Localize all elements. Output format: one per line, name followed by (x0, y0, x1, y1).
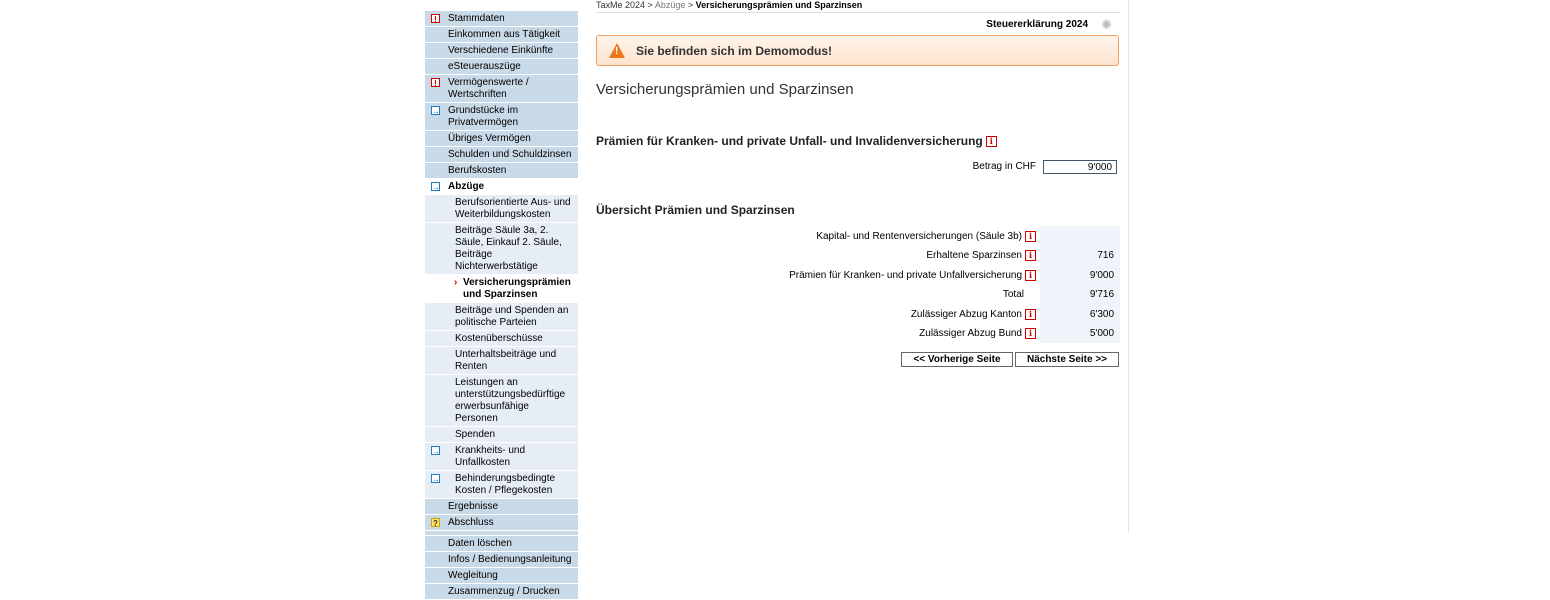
overview-row (596, 328, 1120, 342)
sidebar-item-einkommen[interactable]: Einkommen aus Tätigkeit (425, 27, 578, 43)
warning-icon: ! (609, 43, 625, 58)
sidebar-item-drucken[interactable]: Zusammenzug / Drucken (425, 584, 578, 600)
row-label: Erhaltene Sparzinsen (926, 250, 1022, 262)
sidebar-item-infos[interactable]: Infos / Bedienungsanleitung (425, 552, 578, 568)
row-label: Prämien für Kranken- und private Unfallversicherung (789, 269, 1022, 281)
sidebar-subitem-kostenueberschuesse[interactable]: Kostenüberschüsse (425, 331, 578, 347)
sidebar-item-einkuenfte[interactable]: Verschiedene Einkünfte (425, 43, 578, 59)
info-icon[interactable]: i (1025, 270, 1036, 281)
info-icon[interactable]: i (1025, 231, 1036, 242)
breadcrumb-current: Versicherungsprämien und Sparzinsen (695, 0, 863, 10)
row-value: 6'300 (1089, 308, 1114, 320)
sidebar-subitem-weiterbildung[interactable]: Berufsorientierte Aus- und Weiterbildungskosten (425, 195, 578, 223)
arrow-right-icon: → (432, 475, 440, 484)
declaration-title: Steuererklärung 2024 (986, 19, 1088, 30)
sidebar-nav (425, 11, 578, 600)
overview-row (596, 289, 1120, 303)
arrow-right-icon: → (432, 107, 440, 116)
row-label: Zulässiger Abzug Bund (919, 328, 1022, 340)
loading-spinner-icon: ✺ (1101, 17, 1112, 32)
info-icon[interactable]: i (1025, 309, 1036, 320)
sidebar-subitem-behinderung[interactable]: → Behinderungsbedingte Kosten / Pflegekosten (425, 471, 578, 499)
demo-mode-banner (596, 35, 1119, 66)
row-value: 5'000 (1089, 328, 1114, 339)
sidebar-item-grundstuecke[interactable]: → Grundstücke im Privatvermögen (425, 103, 578, 131)
breadcrumb: TaxMe 2024 > Abzüge > Versicherungsprämien und Sparzinsen (596, 0, 1120, 13)
page-title: Versicherungsprämien und Sparzinsen (596, 81, 854, 98)
overview-row (596, 250, 1120, 264)
chevron-right-icon: › (454, 277, 458, 288)
info-icon[interactable]: i (986, 136, 997, 147)
sidebar-subitem-leistungen[interactable]: Leistungen an unterstützungsbedürftige erwerbsunfähige Personen (425, 375, 578, 427)
sidebar-item-esteuerauszuege[interactable]: eSteuerauszüge (425, 59, 578, 75)
amount-label: Betrag in CHF (972, 161, 1036, 172)
overview-row (596, 270, 1120, 284)
breadcrumb-root[interactable]: TaxMe 2024 (596, 0, 646, 10)
sidebar-item-abzuege[interactable]: → Abzüge (425, 179, 578, 195)
warning-icon: ! (431, 78, 440, 87)
sidebar-item-uebriges-vermoegen[interactable]: Übriges Vermögen (425, 131, 578, 147)
sidebar-subitem-spenden[interactable]: Spenden (425, 427, 578, 443)
sidebar-subitem-krankheitskosten[interactable]: → Krankheits- und Unfallkosten (425, 443, 578, 471)
content-border (1128, 0, 1129, 532)
info-icon[interactable]: i (1025, 328, 1036, 339)
sidebar-subitem-unterhalt[interactable]: Unterhaltsbeiträge und Renten (425, 347, 578, 375)
banner-message: Sie befinden sich im Demomodus! (636, 44, 833, 58)
breadcrumb-abzuege[interactable]: Abzüge (654, 0, 686, 10)
previous-page-button[interactable]: << Vorherige Seite (901, 352, 1013, 367)
overview-row (596, 309, 1120, 323)
arrow-right-icon: → (432, 447, 440, 456)
next-page-button[interactable]: Nächste Seite >> (1015, 352, 1119, 367)
sidebar-item-ergebnisse[interactable]: Ergebnisse (425, 499, 578, 515)
sidebar-subitem-parteien[interactable]: Beiträge und Spenden an politische Parteien (425, 303, 578, 331)
sidebar-item-schulden[interactable]: Schulden und Schuldzinsen (425, 147, 578, 163)
row-label: Zulässiger Abzug Kanton (910, 308, 1022, 320)
sidebar-item-berufskosten[interactable]: Berufskosten (425, 163, 578, 179)
row-value: 716 (1097, 250, 1114, 262)
warning-icon: ! (431, 14, 440, 23)
main-content (596, 0, 1120, 365)
sidebar-item-daten-loeschen[interactable]: Daten löschen (425, 536, 578, 552)
section-title-uebersicht: Übersicht Prämien und Sparzinsen (596, 203, 795, 217)
arrow-right-icon: → (432, 183, 440, 192)
row-value: 9'716 (1089, 289, 1114, 301)
sidebar-item-wegleitung[interactable]: Wegleitung (425, 568, 578, 584)
sidebar-subitem-saeule[interactable]: Beiträge Säule 3a, 2. Säule, Einkauf 2. Säule, Beiträge Nichterwerbstätige (425, 223, 578, 275)
amount-input[interactable]: 9'000 (1043, 160, 1117, 174)
info-icon[interactable]: i (1025, 250, 1036, 261)
question-icon: ? (431, 518, 440, 527)
sidebar-item-stammdaten[interactable]: ! Stammdaten (425, 11, 578, 27)
sidebar-subitem-versicherungspraemien[interactable]: › Versicherungsprämien und Sparzinsen (425, 275, 578, 303)
row-label: Kapital- und Rentenversicherungen (Säule 3b) (816, 231, 1022, 243)
sidebar-item-abschluss[interactable]: ? Abschluss (425, 515, 578, 531)
sidebar-item-vermoegenswerte[interactable]: ! Vermögenswerte / Wertschriften (425, 75, 578, 103)
row-value: 9'000 (1089, 269, 1114, 281)
overview-row (596, 231, 1120, 245)
row-label: Total (1002, 289, 1024, 301)
section-title-praemien: Prämien für Kranken- und private Unfall- und Invalidenversicherung i (596, 134, 997, 148)
